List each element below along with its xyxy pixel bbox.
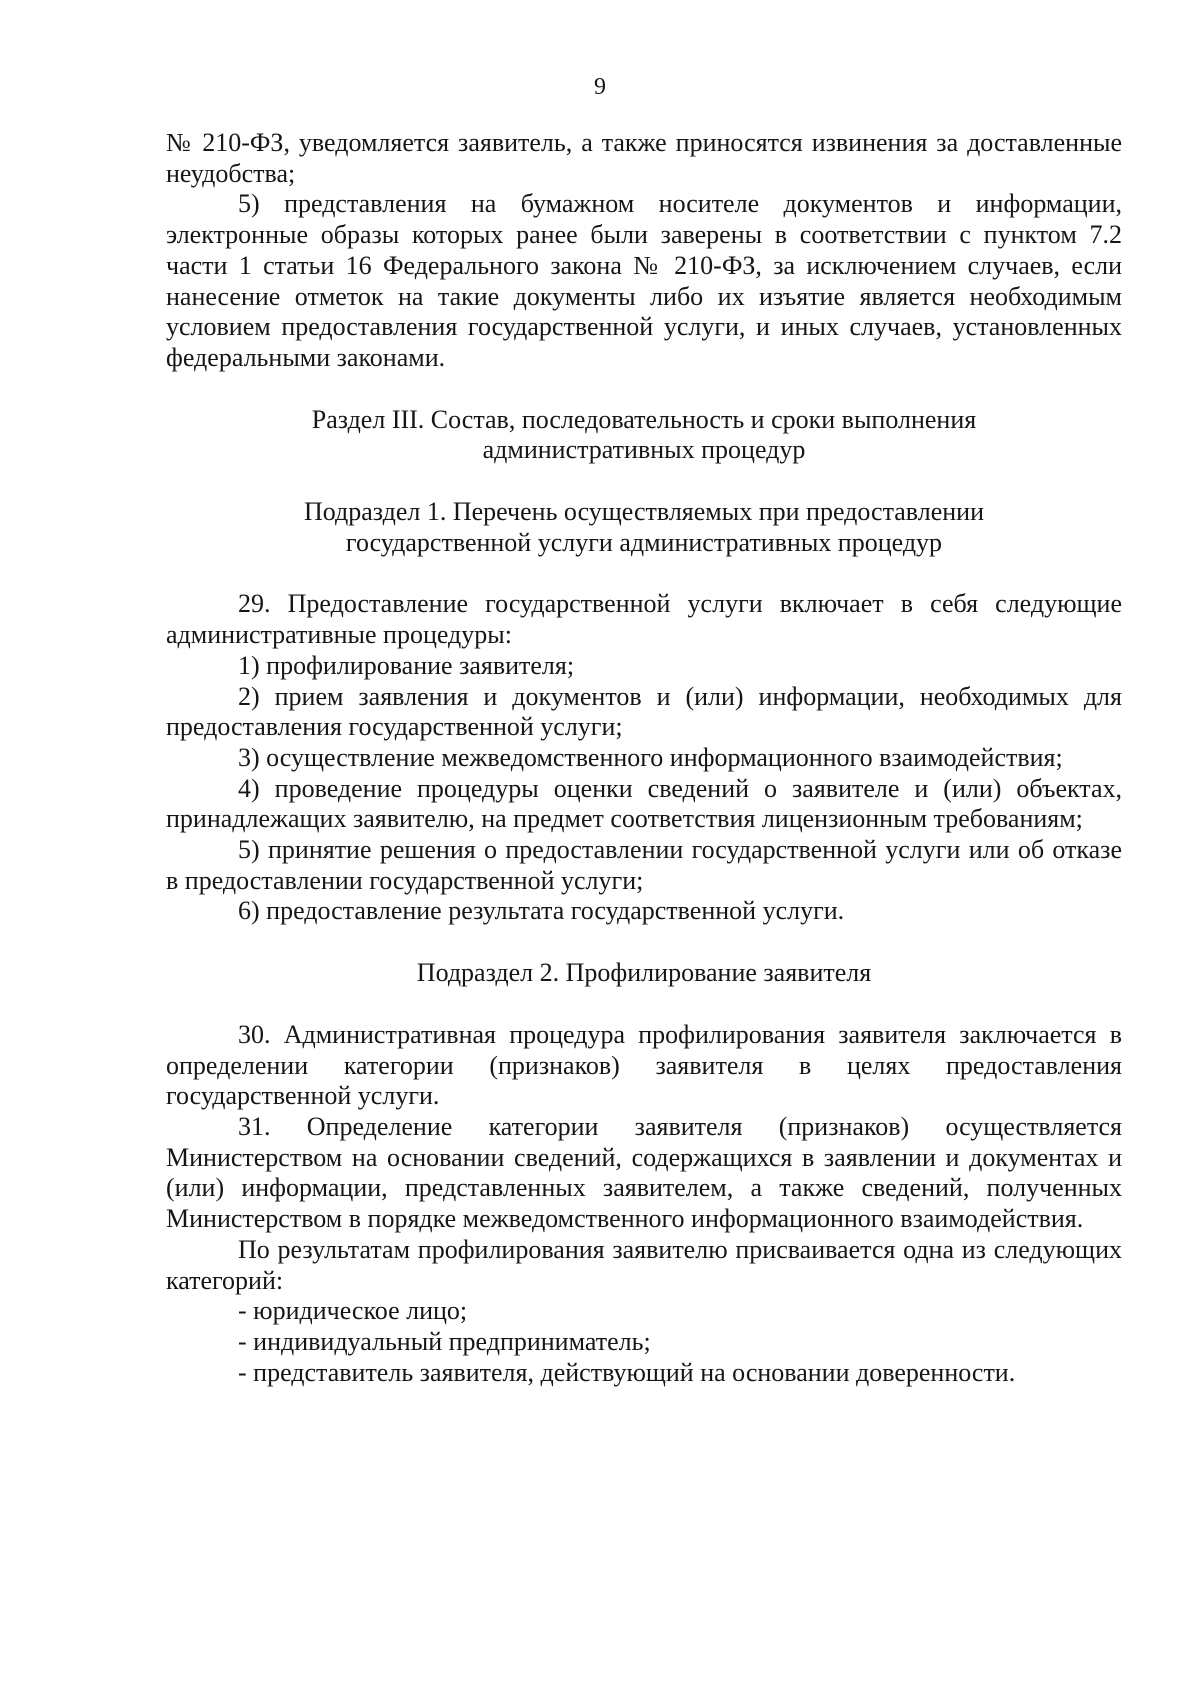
section-3-heading-line-1: Раздел III. Состав, последовательность и сроки выполнения — [311, 404, 977, 434]
paragraph-31: 31. Определение категории заявителя (признаков) осуществляется Министерством на основании сведений, содержащихся в заявлении и документах и (или) информации, представленных заявителем, а также сведений, полученных Министерством в порядке межведомственного информационного взаимодействия. — [166, 1111, 1122, 1234]
paragraph-29: 29. Предоставление государственной услуги включает в себя следующие административные процедуры: — [166, 589, 1122, 650]
categories-intro: По результатам профилирования заявителю присваивается одна из следующих категорий: — [166, 1234, 1122, 1295]
page-content — [166, 128, 1122, 1388]
section-3-heading — [166, 405, 1122, 466]
subsection-2-heading: Подраздел 2. Профилирование заявителя — [416, 958, 872, 988]
category-item-1: - юридическое лицо; — [238, 1296, 468, 1326]
paragraph-continuation: № 210-ФЗ, уведомляется заявитель, а также приносятся извинения за доставленные неудобства; — [166, 128, 1122, 188]
section-3-heading-line-2: административных процедур — [482, 435, 806, 465]
subsection-1-heading-line-2: государственной услуги административных процедур — [345, 527, 943, 557]
list-item-1: 1) профилирование заявителя; — [238, 650, 575, 680]
list-item-6: 6) предоставление результата государственной услуги. — [238, 896, 845, 926]
category-item-3: - представитель заявителя, действующий на основании доверенности. — [238, 1357, 1016, 1387]
category-item-2: - индивидуальный предприниматель; — [238, 1326, 651, 1356]
list-item-2: 2) прием заявления и документов и (или) информации, необходимых для предоставления государственной услуги; — [166, 681, 1122, 742]
list-item-5: 5) принятие решения о предоставлении государственной услуги или об отказе в предоставлении государственной услуги; — [166, 835, 1122, 895]
list-item-3: 3) осуществление межведомственного информационного взаимодействия; — [238, 742, 1063, 772]
paragraph-30: 30. Административная процедура профилирования заявителя заключается в определении категории (признаков) заявителя в целях предоставления государственной услуги. — [166, 1019, 1122, 1111]
page-number: 9 — [594, 74, 606, 100]
subsection-1-heading — [166, 497, 1122, 558]
list-item-4: 4) проведение процедуры оценки сведений о заявителе и (или) объектах, принадлежащих заявителю, на предмет соответствия лицензионным требованиям; — [166, 773, 1122, 834]
subsection-1-heading-line-1: Подраздел 1. Перечень осуществляемых при предоставлении — [304, 497, 984, 527]
paragraph-item-5: 5) представления на бумажном носителе документов и информации, электронные образы которых ранее были заверены в соответствии с пунктом 7.2 части 1 статьи 16 Федерального закона № 210-ФЗ, за исключением случаев, если нанесение отметок на такие документы либо их изъятие является необходимым условием предоставления государственной услуги, и иных случаев, установленных федеральными законами. — [166, 189, 1122, 372]
